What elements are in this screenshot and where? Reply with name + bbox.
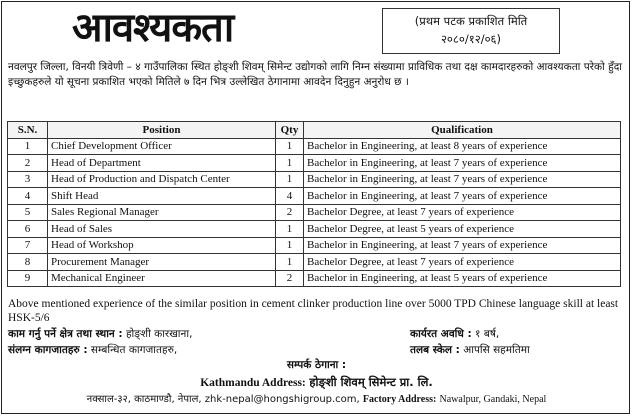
cell-position: Shift Head: [48, 188, 276, 205]
factory-label: Factory Address:: [362, 394, 437, 405]
cell-qualification: Bachelor Degree, at least 7 years of experience: [304, 204, 621, 221]
cell-qualification: Bachelor in Engineering, at least 5 years of experience: [304, 270, 621, 287]
table-row: [8, 221, 621, 238]
cell-qty: 2: [276, 270, 304, 287]
documents-label: संलग्न कागजातहरु :: [8, 344, 88, 356]
cell-qty: 1: [276, 221, 304, 238]
cell-sn: 1: [8, 138, 48, 155]
header-position: Position: [48, 122, 276, 139]
cell-position: Head of Sales: [48, 221, 276, 238]
cell-sn: 5: [8, 204, 48, 221]
cell-sn: 8: [8, 254, 48, 271]
table-row: [8, 270, 621, 287]
cell-qualification: Bachelor in Engineering, at least 7 years of experience: [304, 188, 621, 205]
header-qualification: Qualification: [304, 122, 621, 139]
cell-sn: 2: [8, 155, 48, 172]
cell-position: Chief Development Officer: [48, 138, 276, 155]
vacancy-table: [7, 121, 621, 287]
cell-qty: 1: [276, 237, 304, 254]
contact-heading: सम्पर्क ठेगाना :: [286, 359, 347, 371]
documents-line: [8, 343, 177, 357]
publication-date-box: [382, 8, 560, 54]
documents-value: सम्बन्धित कागजातहरु,: [90, 344, 178, 356]
notice-title: आवश्यकता: [72, 5, 234, 51]
cell-sn: 4: [8, 188, 48, 205]
cell-position: Head of Department: [48, 155, 276, 172]
experience-note: Above mentioned experience of the similar position in cement clinker production line over 5000 TPD Chinese language skill at least HSK-5/6: [8, 298, 619, 324]
cell-qty: 1: [276, 171, 304, 188]
table-row: [8, 237, 621, 254]
table-row: [8, 171, 621, 188]
factory-value: Nawalpur, Gandaki, Nepal: [439, 394, 547, 405]
kathmandu-label: Kathmandu Address:: [200, 377, 306, 389]
publication-date: २०८०/१२/०६): [440, 32, 502, 46]
cell-qualification: Bachelor Degree, at least 5 years of experience: [304, 221, 621, 238]
intro-paragraph: नवलपुर जिल्ला, विनयी त्रिवेणी – ४ गाउँपालिका स्थित होङ्शी शिवम् सिमेन्ट उद्योगको लागि निम्न संख्यामा प्राविधिक तथा दक्ष कामदारहरुको आवश्यकता परेको हुँदा इच्छुकहरुले यो सूचना प्रकाशित भएको मितिले ७ दिन भित्र उल्लेखित ठेगानामा आवदेन दिनुहुन अनुरोध छ ।: [8, 61, 622, 88]
cell-position: Head of Production and Dispatch Center: [48, 171, 276, 188]
kathmandu-address-line: [0, 375, 633, 390]
cell-qty: 1: [276, 155, 304, 172]
table-row: [8, 254, 621, 271]
duration-line: [410, 327, 499, 341]
header-sn: S.N.: [8, 122, 48, 139]
work-place-line: [8, 327, 192, 341]
cell-position: Head of Workshop: [48, 237, 276, 254]
table-row: [8, 204, 621, 221]
table-row: [8, 155, 621, 172]
cell-qualification: Bachelor Degree, at least 7 years of experience: [304, 254, 621, 271]
cell-qty: 1: [276, 254, 304, 271]
duration-value: १ बर्ष,: [475, 328, 500, 340]
cell-qualification: Bachelor in Engineering, at least 8 years of experience: [304, 138, 621, 155]
kathmandu-address-value: नक्साल-३२, काठमाण्डौ, नेपाल, zhk-nepal@hongshigroup.com,: [86, 394, 360, 405]
table-header-row: [8, 122, 621, 139]
header-qty: Qty: [276, 122, 304, 139]
work-place-label: काम गर्नु पर्ने क्षेत्र तथा स्थान :: [8, 328, 123, 340]
cell-qty: 1: [276, 138, 304, 155]
cell-sn: 6: [8, 221, 48, 238]
cell-position: Sales Regional Manager: [48, 204, 276, 221]
cell-position: Mechanical Engineer: [48, 270, 276, 287]
cell-position: Procurement Manager: [48, 254, 276, 271]
cell-qualification: Bachelor in Engineering, at least 7 years of experience: [304, 155, 621, 172]
cell-qualification: Bachelor in Engineering, at least 7 years of experience: [304, 171, 621, 188]
cell-qualification: Bachelor in Engineering, at least 7 years of experience: [304, 237, 621, 254]
cell-sn: 9: [8, 270, 48, 287]
work-place-value: होङ्शी कारखाना,: [125, 328, 193, 340]
publication-label: (प्रथम पटक प्रकाशित मिति: [414, 14, 528, 28]
cell-sn: 7: [8, 237, 48, 254]
company-name: होङ्शी शिवम् सिमेन्ट प्रा. लि.: [309, 375, 433, 389]
address-line: [0, 393, 633, 407]
cell-sn: 3: [8, 171, 48, 188]
cell-qty: 4: [276, 188, 304, 205]
salary-label: तलब स्केल :: [410, 344, 460, 356]
duration-label: कार्यरत अवधि :: [410, 328, 472, 340]
table-row: [8, 188, 621, 205]
salary-line: [410, 343, 530, 357]
cell-qty: 2: [276, 204, 304, 221]
table-row: [8, 138, 621, 155]
salary-value: आपसि सहमतिमा: [463, 344, 530, 356]
